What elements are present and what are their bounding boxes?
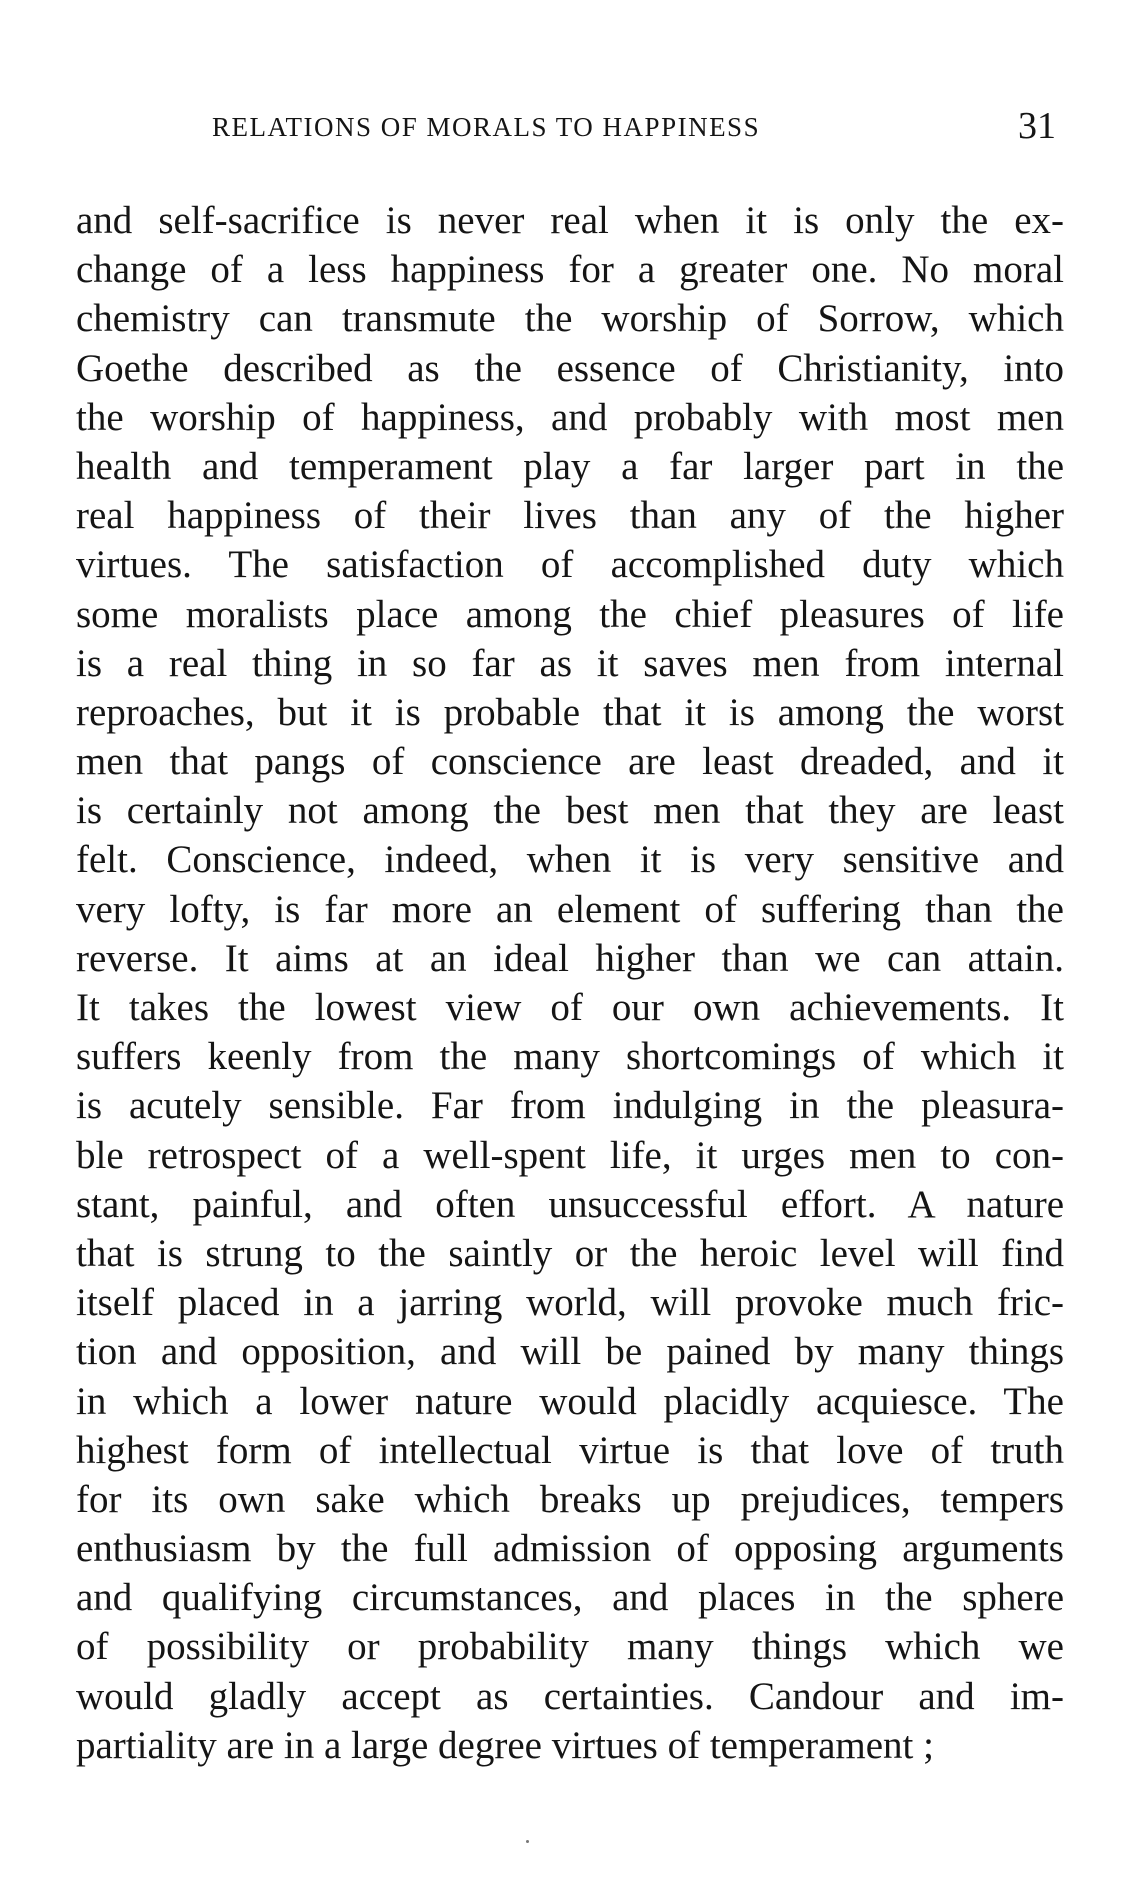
text-line: highest form of intellectual virtue is that love of truth	[76, 1428, 1064, 1472]
body-paragraph	[76, 196, 1064, 1770]
text-line: is acutely sensible. Far from indulging in the pleasura-	[76, 1084, 1064, 1128]
text-line: for its own sake which breaks up prejudices, tempers	[76, 1477, 1064, 1521]
text-line: is certainly not among the best men that they are least	[76, 789, 1064, 833]
text-line: chemistry can transmute the worship of Sorrow, which	[76, 297, 1064, 341]
running-title: RELATIONS OF MORALS TO HAPPINESS	[212, 112, 761, 142]
text-line: stant, painful, and often unsuccessful effort. A nature	[76, 1182, 1064, 1226]
text-line: is a real thing in so far as it saves men from internal	[76, 641, 1064, 685]
text-line: that is strung to the saintly or the heroic level will find	[76, 1231, 1064, 1275]
text-line: would gladly accept as certainties. Candour and im-	[76, 1674, 1064, 1718]
text-line: of possibility or probability many things which we	[76, 1625, 1064, 1669]
text-line: virtues. The satisfaction of accomplished duty which	[76, 543, 1064, 587]
text-line: tion and opposition, and will be pained by many things	[76, 1330, 1064, 1374]
text-line: and qualifying circumstances, and places in the sphere	[76, 1576, 1064, 1620]
text-line: partiality are in a large degree virtues of temperament ;	[76, 1723, 934, 1767]
text-line: real happiness of their lives than any of the higher	[76, 494, 1064, 538]
text-line: in which a lower nature would placidly acquiesce. The	[76, 1379, 1064, 1423]
text-line: itself placed in a jarring world, will provoke much fric-	[76, 1281, 1064, 1325]
page-number: 31	[1018, 105, 1056, 147]
text-line: suffers keenly from the many shortcomings of which it	[76, 1035, 1064, 1079]
text-line: and self-sacrifice is never real when it is only the ex-	[76, 199, 1064, 242]
text-line: men that pangs of conscience are least dreaded, and it	[76, 740, 1064, 784]
text-line: very lofty, is far more an element of suffering than the	[76, 887, 1064, 931]
text-line: the worship of happiness, and probably with most men	[76, 395, 1064, 439]
text-line: reverse. It aims at an ideal higher than we can attain.	[76, 936, 1064, 980]
running-header	[76, 104, 1056, 154]
text-line: reproaches, but it is probable that it is among the worst	[76, 690, 1064, 734]
text-line: some moralists place among the chief pleasures of life	[76, 592, 1064, 636]
text-line: felt. Conscience, indeed, when it is very sensitive and	[76, 838, 1064, 882]
text-line: It takes the lowest view of our own achievements. It	[76, 986, 1064, 1029]
text-line: ble retrospect of a well-spent life, it urges men to con-	[76, 1133, 1064, 1177]
print-speck	[526, 1840, 529, 1843]
text-line: change of a less happiness for a greater one. No moral	[76, 248, 1064, 292]
text-line: health and temperament play a far larger part in the	[76, 444, 1064, 488]
text-line: Goethe described as the essence of Christianity, into	[76, 346, 1064, 390]
text-line: enthusiasm by the full admission of opposing arguments	[76, 1527, 1064, 1571]
